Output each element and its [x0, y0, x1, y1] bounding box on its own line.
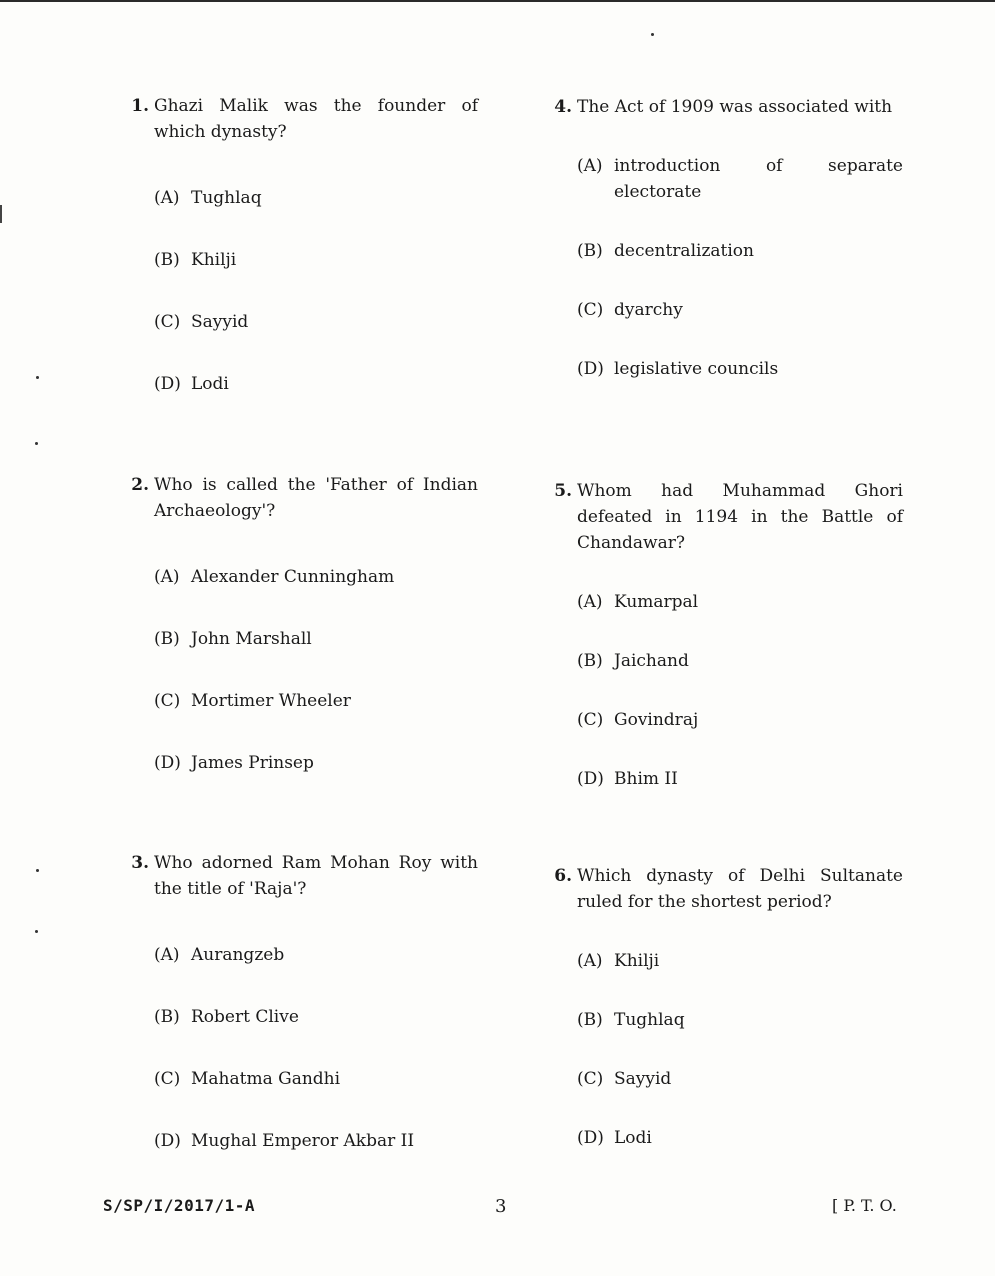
option-text: Mortimer Wheeler	[191, 691, 351, 711]
option-label: (C)	[577, 1069, 604, 1089]
page-top-border	[0, 0, 995, 2]
option-d[interactable]	[154, 750, 478, 776]
option-a[interactable]	[577, 153, 903, 205]
option-d[interactable]	[154, 371, 478, 397]
option-label: (A)	[154, 945, 180, 965]
option-text: dyarchy	[614, 300, 683, 320]
option-label: (B)	[577, 1010, 603, 1030]
option-d[interactable]	[154, 1128, 478, 1154]
option-a[interactable]	[577, 948, 903, 974]
option-text: decentralization	[614, 241, 754, 261]
option-text: introduction of separate electorate	[614, 156, 903, 202]
option-d[interactable]	[577, 1125, 903, 1151]
option-label: (D)	[577, 1128, 604, 1148]
option-text: James Prinsep	[191, 753, 314, 773]
option-a[interactable]	[154, 185, 478, 211]
question-stem: Who is called the 'Father of Indian Archaeology'?	[154, 475, 478, 521]
option-text: Sayyid	[614, 1069, 672, 1089]
option-list	[577, 948, 903, 1151]
page-number: 3	[495, 1196, 507, 1217]
pto-note: [ P. T. O.	[832, 1196, 897, 1215]
option-label: (B)	[154, 629, 180, 649]
option-c[interactable]	[154, 688, 478, 714]
option-d[interactable]	[577, 766, 903, 792]
scan-speck	[651, 33, 654, 36]
option-label: (A)	[577, 156, 603, 176]
option-text: Tughlaq	[191, 188, 262, 208]
option-label: (B)	[577, 241, 603, 261]
option-label: (C)	[154, 691, 181, 711]
question-stem: The Act of 1909 was associated with	[577, 97, 893, 117]
option-text: Lodi	[191, 374, 229, 394]
option-text: John Marshall	[191, 629, 312, 649]
option-c[interactable]	[154, 1066, 478, 1092]
option-text: Kumarpal	[614, 592, 699, 612]
scan-speck	[35, 442, 38, 445]
question-1	[120, 93, 478, 433]
question-5	[543, 478, 903, 825]
scan-speck	[36, 869, 39, 872]
option-text: Sayyid	[191, 312, 249, 332]
option-label: (A)	[154, 188, 180, 208]
option-text: Robert Clive	[191, 1007, 299, 1027]
question-4	[543, 94, 903, 415]
option-c[interactable]	[577, 297, 903, 323]
option-label: (B)	[154, 1007, 180, 1027]
option-d[interactable]	[577, 356, 903, 382]
option-b[interactable]	[577, 648, 903, 674]
paper-code: S/SP/I/2017/1-A	[103, 1196, 255, 1215]
question-number: 6.	[554, 866, 572, 886]
option-text: Aurangzeb	[191, 945, 285, 965]
question-number: 5.	[554, 481, 572, 501]
option-b[interactable]	[154, 1004, 478, 1030]
question-stem: Ghazi Malik was the founder of which dynasty?	[154, 96, 478, 142]
option-c[interactable]	[577, 707, 903, 733]
option-label: (D)	[154, 1131, 181, 1151]
option-text: Tughlaq	[614, 1010, 685, 1030]
option-b[interactable]	[577, 238, 903, 264]
option-text: Khilji	[191, 250, 237, 270]
option-c[interactable]	[154, 309, 478, 335]
option-label: (A)	[577, 592, 603, 612]
scan-speck	[36, 376, 39, 379]
option-label: (B)	[154, 250, 180, 270]
option-b[interactable]	[154, 626, 478, 652]
question-6	[543, 863, 903, 1184]
option-text: Alexander Cunningham	[191, 567, 395, 587]
question-2	[120, 472, 478, 812]
option-label: (B)	[577, 651, 603, 671]
option-text: Bhim II	[614, 769, 678, 789]
option-b[interactable]	[154, 247, 478, 273]
option-list	[154, 185, 478, 397]
option-a[interactable]	[154, 942, 478, 968]
option-label: (D)	[577, 359, 604, 379]
option-text: legislative councils	[614, 359, 779, 379]
option-a[interactable]	[154, 564, 478, 590]
option-label: (D)	[577, 769, 604, 789]
option-label: (A)	[154, 567, 180, 587]
question-number: 1.	[131, 96, 149, 116]
option-text: Govindraj	[614, 710, 699, 730]
scan-speck	[35, 930, 38, 933]
option-label: (C)	[577, 710, 604, 730]
question-number: 4.	[554, 97, 572, 117]
option-text: Mahatma Gandhi	[191, 1069, 341, 1089]
option-text: Khilji	[614, 951, 660, 971]
option-list	[577, 153, 903, 382]
option-label: (A)	[577, 951, 603, 971]
question-stem: Who adorned Ram Mohan Roy with the title of 'Raja'?	[154, 853, 478, 899]
question-3	[120, 850, 478, 1190]
option-c[interactable]	[577, 1066, 903, 1092]
question-number: 2.	[131, 475, 149, 495]
page-edge-mark	[0, 205, 2, 223]
option-label: (D)	[154, 753, 181, 773]
question-stem: Whom had Muhammad Ghori defeated in 1194 in the Battle of Chandawar?	[577, 481, 903, 553]
option-label: (C)	[577, 300, 604, 320]
option-text: Lodi	[614, 1128, 652, 1148]
option-b[interactable]	[577, 1007, 903, 1033]
option-list	[154, 942, 478, 1154]
option-label: (D)	[154, 374, 181, 394]
option-text: Jaichand	[614, 651, 689, 671]
option-list	[154, 564, 478, 776]
option-label: (C)	[154, 312, 181, 332]
option-list	[577, 589, 903, 792]
option-text: Mughal Emperor Akbar II	[191, 1131, 415, 1151]
question-number: 3.	[131, 853, 149, 873]
question-stem: Which dynasty of Delhi Sultanate ruled for the shortest period?	[577, 866, 903, 912]
option-label: (C)	[154, 1069, 181, 1089]
option-a[interactable]	[577, 589, 903, 615]
